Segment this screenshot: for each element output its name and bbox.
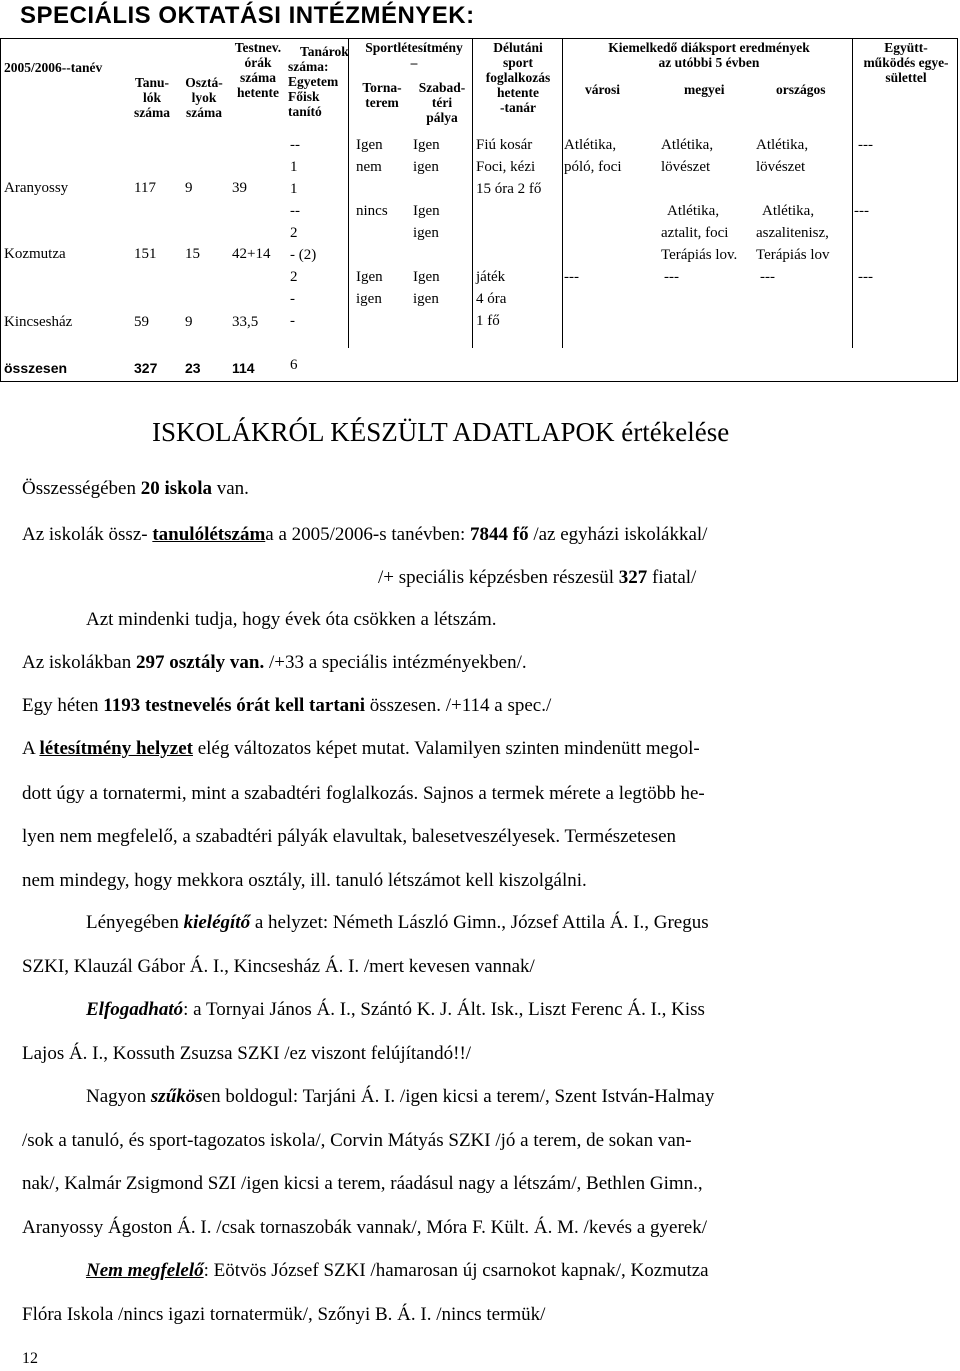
paragraph-student-count: Az iskolák össz- tanulólétszáma a 2005/2006-s tanévben: 7844 fő /az egyházi iskolákkal/ bbox=[22, 524, 708, 545]
row-classes: 15 bbox=[185, 246, 200, 262]
header-outdoor: Szabad- téri pálya bbox=[418, 80, 466, 125]
row-name: Kozmutza bbox=[4, 246, 66, 262]
header-national: országos bbox=[776, 82, 826, 97]
paragraph-inadequate: Nem megfelelő: Eötvös József SZKI /hamarosan új csarnokot kapnak/, Kozmutza bbox=[86, 1260, 709, 1281]
paragraph-cramped-line3: nak/, Kalmár Zsigmond SZI /igen kicsi a terem, ráadásul nagy a létszám/, Bethlen Gimn., bbox=[22, 1173, 703, 1194]
header-facilities: Sportlétesítmény – bbox=[365, 40, 463, 70]
paragraph-facilities-line2: dott úgy a tornatermi, mint a szabadtéri foglalkozás. Sajnos a termek mérete a legtöbb he- bbox=[22, 783, 705, 804]
row-outdoor: Igen igen bbox=[413, 203, 440, 241]
row-teachers: 2 - - bbox=[290, 269, 298, 329]
paragraph-cramped: Nagyon szűkösen boldogul: Tarjáni Á. I. /igen kicsi a terem/, Szent István-Halmay bbox=[86, 1086, 715, 1107]
row-city: --- bbox=[564, 269, 579, 285]
row-national: Atlétika, aszalitenisz, Terápiás lov bbox=[756, 203, 830, 263]
row-students: 151 bbox=[134, 246, 157, 262]
row-gym: Igen nem bbox=[356, 137, 383, 175]
row-city: Atlétika, póló, foci bbox=[564, 137, 622, 175]
page-title: SPECIÁLIS OKTATÁSI INTÉZMÉNYEK: bbox=[20, 2, 475, 29]
paragraph-special-count: /+ speciális képzésben részesül 327 fiatal/ bbox=[378, 567, 697, 588]
row-national: Atlétika, lövészet bbox=[756, 137, 809, 175]
row-name: Aranyossy bbox=[4, 180, 69, 196]
row-students: 59 bbox=[134, 314, 149, 330]
paragraph-facilities-line3: lyen nem megfelelő, a szabadtéri pályák elavultak, balesetveszélyesek. Természetesen bbox=[22, 826, 677, 847]
header-teachers: Tanárok száma: Egyetem Főisk tanító bbox=[288, 44, 349, 119]
header-pe-hours: Testnev. órák száma hetente bbox=[234, 40, 282, 100]
paragraph-cramped-line2: /sok a tanuló, és sport-tagozatos iskola/, Corvin Mátyás SZKI /jó a terem, de sokan van- bbox=[22, 1130, 692, 1151]
row-afternoon: játék 4 óra 1 fő bbox=[476, 269, 507, 329]
row-teachers: -- 1 1 bbox=[290, 137, 300, 197]
header-county: megyei bbox=[684, 82, 725, 97]
row-coop: --- bbox=[858, 269, 873, 285]
paragraph-facilities: A létesítmény helyzet elég változatos képet mutat. Valamilyen szinten mindenütt megol- bbox=[22, 738, 700, 759]
row-pe: 33,5 bbox=[232, 314, 259, 330]
total-pe: 114 bbox=[232, 360, 255, 376]
paragraph-pe-hours: Egy héten 1193 testnevelés órát kell tartani összesen. /+114 a spec./ bbox=[22, 695, 552, 716]
row-county: Atlétika, aztalit, foci Terápiás lov. bbox=[661, 203, 738, 263]
header-city: városi bbox=[585, 82, 621, 97]
section-title: ISKOLÁKRÓL KÉSZÜLT ADATLAPOK értékelése bbox=[152, 417, 730, 447]
paragraph-satisfactory: Lényegében kielégítő a helyzet: Németh László Gimn., József Attila Á. I., Gregus bbox=[86, 912, 709, 933]
row-coop: --- bbox=[854, 203, 869, 219]
paragraph-acceptable: Elfogadható: a Tornyai János Á. I., Szántó K. J. Ált. Isk., Liszt Ferenc Á. I., Kiss bbox=[86, 999, 705, 1020]
total-classes: 23 bbox=[185, 360, 201, 376]
row-pe: 42+14 bbox=[232, 246, 271, 262]
header-year: 2005/2006--tanév bbox=[4, 60, 103, 75]
paragraph-cramped-line4: Aranyossy Ágoston Á. I. /csak tornaszobák vannak/, Móra F. Kült. Á. M. /kevés a gyerek/ bbox=[22, 1217, 707, 1238]
row-name: Kincsesház bbox=[4, 314, 73, 330]
row-national: --- bbox=[760, 269, 775, 285]
row-outdoor: Igen igen bbox=[413, 269, 440, 307]
paragraph-decline: Azt mindenki tudja, hogy évek óta csökken a létszám. bbox=[86, 609, 497, 630]
header-afternoon: Délutáni sport foglalkozás hetente -tanár bbox=[485, 40, 551, 115]
paragraph-facilities-line4: nem mindegy, hogy mekkora osztály, ill. tanuló létszámot kell kiszolgálni. bbox=[22, 870, 587, 891]
row-classes: 9 bbox=[185, 314, 193, 330]
paragraph-school-count: Összességében 20 iskola van. bbox=[22, 478, 249, 499]
row-county: Atlétika, lövészet bbox=[661, 137, 714, 175]
row-students: 117 bbox=[134, 180, 156, 196]
row-teachers: -- 2 - (2) bbox=[290, 203, 317, 263]
row-coop: --- bbox=[858, 137, 873, 153]
header-students: Tanu- lók száma bbox=[134, 75, 170, 120]
total-teachers: 6 bbox=[290, 357, 298, 373]
header-gym: Torna- terem bbox=[362, 80, 402, 110]
row-classes: 9 bbox=[185, 180, 193, 196]
header-coop: Együtt- működés egye- sülettel bbox=[863, 40, 949, 85]
header-results: Kiemelkedő diáksport eredmények az utóbbi 5 évben bbox=[608, 40, 810, 70]
paragraph-acceptable-line2: Lajos Á. I., Kossuth Zsuzsa SZKI /ez viszont felújítandó!!/ bbox=[22, 1043, 472, 1064]
header-classes: Osztá- lyok száma bbox=[185, 75, 223, 120]
paragraph-inadequate-line2: Flóra Iskola /nincs igazi tornatermük/, Szőnyi B. Á. I. /nincs termük/ bbox=[22, 1304, 546, 1325]
row-gym: Igen igen bbox=[356, 269, 383, 307]
row-pe: 39 bbox=[232, 180, 247, 196]
row-gym: nincs bbox=[356, 203, 388, 219]
paragraph-classes: Az iskolákban 297 osztály van. /+33 a speciális intézményekben/. bbox=[22, 652, 527, 673]
row-outdoor: Igen igen bbox=[413, 137, 440, 175]
row-afternoon: Fiú kosár Foci, kézi 15 óra 2 fő bbox=[476, 137, 542, 197]
total-students: 327 bbox=[134, 360, 158, 376]
row-county: --- bbox=[664, 269, 679, 285]
total-label: összesen bbox=[4, 360, 68, 376]
page-number: 12 bbox=[22, 1350, 38, 1367]
paragraph-satisfactory-line2: SZKI, Klauzál Gábor Á. I., Kincsesház Á. I. /mert kevesen vannak/ bbox=[22, 956, 535, 977]
